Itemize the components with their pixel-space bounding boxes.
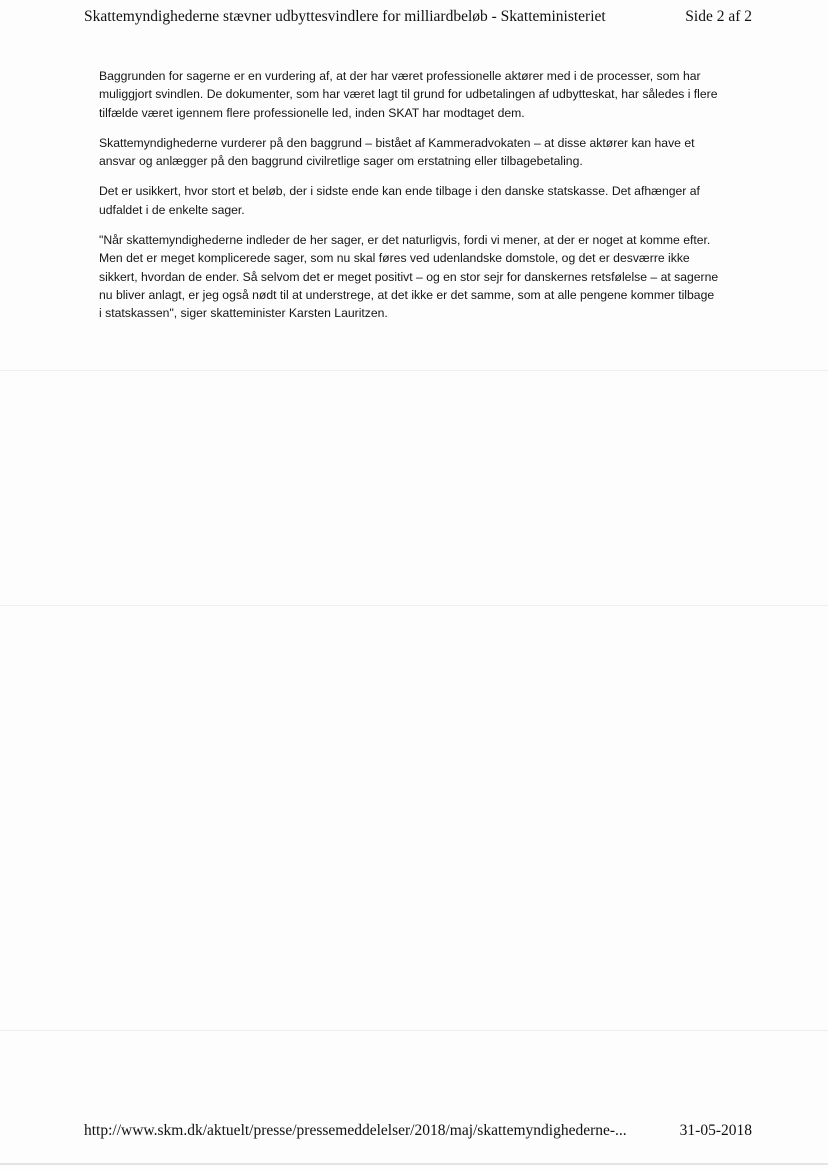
scan-artifact-line [0,1030,828,1031]
scan-bottom-edge [0,1163,828,1165]
header-page-number: Side 2 af 2 [685,8,752,25]
header-title: Skattemyndighederne stævner udbyttesvindlere for milliardbeløb - Skatteministeriet [84,8,606,25]
footer-date: 31-05-2018 [679,1122,752,1139]
scan-artifact-line [0,605,828,606]
paragraph-3: Det er usikkert, hvor stort et beløb, der i sidste ende kan ende tilbage i den danske statskasse. Det afhænger af udfaldet i de enkelte sager. [99,184,700,217]
footer-url: http://www.skm.dk/aktuelt/presse/pressemeddelelser/2018/maj/skattemyndighederne-... [84,1122,627,1139]
paragraph-4: "Når skattemyndighederne indleder de her sager, er det naturligvis, fordi vi mener, at der er noget at komme efter. Men det er meget komplicerede sager, som nu skal føres ved udenlandske domstole, og det er desværre ikke sikkert, hvordan de ender. Så selvom det er meget positivt – og en stor sejr for danskernes retsfølelse – at sagerne nu bliver anlagt, er jeg også nødt til at understrege, at det ikke er det samme, som at alle pengene kommer tilbage i statskassen", siger skatteminister Karsten Lauritzen. [99,233,719,321]
paragraph-2: Skattemyndighederne vurderer på den baggrund – bistået af Kammeradvokaten – at disse aktører kan have et ansvar og anlægger på den baggrund civilretlige sager om erstatning eller tilbagebetaling. [99,135,695,169]
page-header [84,8,764,32]
article-body [99,67,719,335]
scan-artifact-line [0,370,828,371]
page-footer [84,1122,764,1144]
paragraph-1: Baggrunden for sagerne er en vurdering af, at der har været professionelle aktører med i de processer, som har muliggjort svindlen. De dokumenter, som har været lagt til grund for udbetalingen af udbytteskat, har således i flere tilfælde været igennem flere professionelle led, inden SKAT har modtaget dem. [99,69,718,120]
